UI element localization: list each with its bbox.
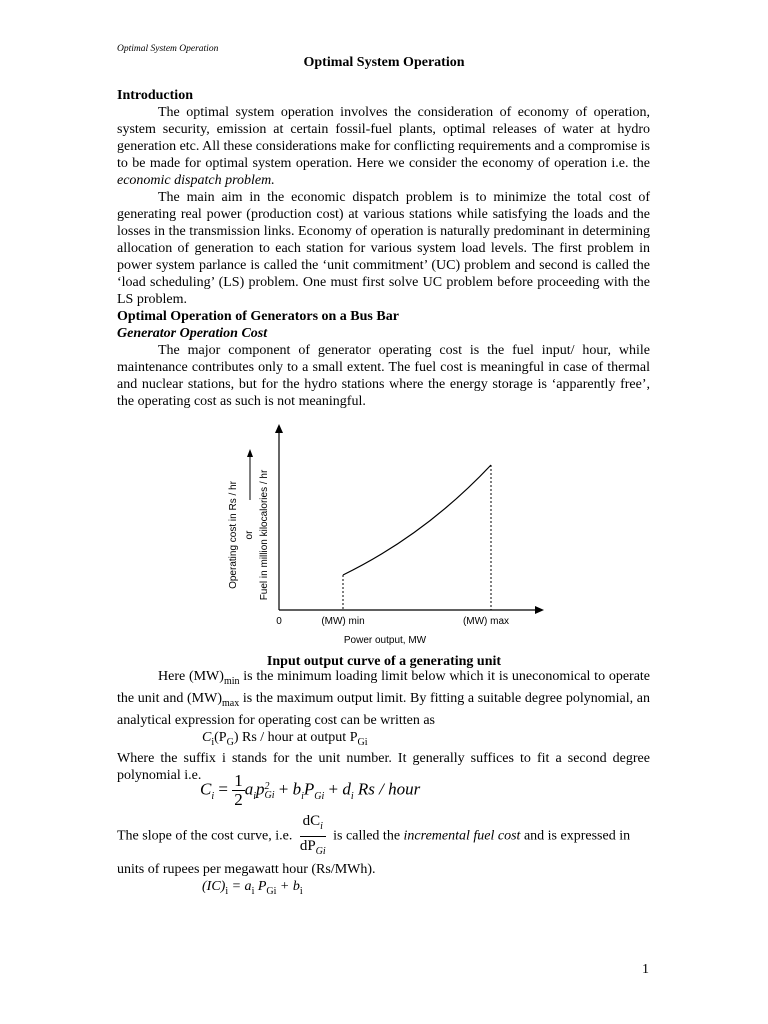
f1-post: ) Rs / hour at output P	[233, 729, 358, 745]
ic-d: + b	[276, 879, 300, 894]
tick-min: (MW) min	[321, 616, 365, 627]
io-curve-svg	[220, 420, 550, 660]
x-axis-arrow	[535, 606, 544, 614]
introduction-heading: Introduction	[117, 88, 193, 103]
lower-text	[117, 668, 650, 784]
cost-expression	[117, 729, 650, 751]
f1-sub-g: G	[226, 736, 234, 748]
page-number: 1	[642, 962, 649, 977]
eq-a-sub: i	[253, 790, 256, 802]
slope-den	[300, 837, 326, 861]
eq-pg-sub: Gi	[314, 790, 325, 802]
eq-lhs-sub: i	[211, 790, 215, 802]
slope-post: and is expressed in	[520, 828, 631, 844]
eq-d: d	[342, 779, 351, 799]
units-line: units of rupees per megawatt hour (Rs/MWh).	[117, 862, 376, 877]
tick-max: (MW) max	[462, 616, 510, 627]
eq-b-sub: i	[301, 790, 304, 802]
ic-sub: i	[225, 885, 229, 897]
ic-c: P	[254, 879, 267, 894]
x-axis-label: Power output, MW	[343, 635, 427, 646]
limits-text-c: is the maximum output limit. By fitting a suitable degree polynomial, an analytical expression for operating cost can be written as	[117, 690, 650, 728]
f1-c: C	[202, 729, 212, 745]
io-curve-figure	[220, 420, 550, 660]
eq-p-sup: 2	[264, 780, 270, 792]
page-title: Optimal System Operation	[303, 55, 465, 70]
intro-paragraph-1	[117, 104, 650, 189]
eq-a: a	[244, 779, 254, 799]
eq-lhs: C	[200, 779, 212, 799]
intro-p1-emphasis: economic dispatch problem.	[117, 173, 275, 188]
intro-paragraph-2: The main aim in the economic dispatch problem is to minimize the total cost of generating real power (production cost) at various stations while satisfying the loads and the losses in the transmission links. Economy of operation is naturally predominant in determining allocation of generation to each station for various system load levels. The first problem in power system parlance is called the ‘unit commitment’ (UC) problem and second is called the ‘load scheduling’ (LS) problem. One must first solve UC problem before proceeding with the LS problem.	[117, 190, 650, 307]
f1-mid: (P	[214, 729, 227, 745]
limits-text-b: is the minimum loading limit below which it is uneconomical to operate the unit and (MW)	[117, 669, 651, 706]
body-text	[117, 87, 650, 410]
eq-p: p	[256, 779, 265, 799]
eq-num: 1	[234, 771, 243, 790]
cost-curve	[343, 465, 491, 575]
slope-mid: is called the	[329, 828, 404, 844]
generator-cost-paragraph: The major component of generator operating cost is the fuel input/ hour, while maintenance contributes only to a small extent. The fuel cost is meaningful in case of thermal and nuclear stations, but for the hydro stations where the energy storage is ‘apparently free’, the operating cost as such is not meaningful.	[117, 343, 650, 409]
ic-a: (IC)	[202, 879, 226, 894]
eq-units: Rs / hour	[353, 779, 421, 799]
bus-bar-heading: Optimal Operation of Generators on a Bus Bar	[117, 309, 399, 324]
y-label-arrow-head	[247, 449, 253, 457]
y-axis-arrow	[275, 424, 283, 433]
eq-b: b	[292, 779, 302, 799]
slope-den-text: dP	[299, 838, 316, 854]
slope-num	[300, 812, 326, 837]
limits-text-a: Here (MW)	[158, 669, 224, 684]
slope-den-sub: Gi	[315, 846, 326, 857]
cost-equation	[200, 772, 420, 809]
limits-paragraph	[117, 668, 650, 729]
eq-equals: =	[214, 779, 233, 799]
limits-sub-min: min	[223, 675, 240, 687]
slope-line	[117, 812, 650, 861]
y-label-2: Fuel in million kilocalories / hr	[259, 469, 270, 601]
eq-half-fraction	[232, 772, 245, 809]
tick-zero: 0	[276, 616, 282, 627]
ic-b: = a	[228, 879, 252, 894]
slope-emphasis: incremental fuel cost	[403, 828, 521, 844]
figure-caption: Input output curve of a generating unit	[266, 654, 502, 669]
f1-sub-gi: Gi	[357, 736, 368, 748]
eq-plus-2: +	[324, 779, 343, 799]
slope-num-text: dC	[302, 813, 321, 829]
ic-d-sub: i	[299, 885, 303, 897]
eq-den: 2	[234, 790, 243, 809]
slope-pre: The slope of the cost curve, i.e.	[117, 828, 293, 844]
ic-b-sub: i	[251, 885, 255, 897]
slope-fraction	[300, 812, 326, 861]
ic-c-sub: Gi	[266, 885, 277, 897]
limits-sub-max: max	[222, 697, 240, 709]
eq-plus-1: +	[274, 779, 293, 799]
y-label-1: Operating cost in Rs / hr	[228, 481, 239, 589]
intro-p1-text: The optimal system operation involves the consideration of economy of operation, system security, emission at certain fossil-fuel plants, optimal releases of water at hydro generation etc. All these considerations make for conflicting requirements and a compromise is to be made for optimal system operation. Here we consider the economy of operation i.e. the	[117, 105, 650, 171]
slope-num-sub: i	[320, 821, 323, 832]
eq-p-sub: Gi	[264, 789, 275, 801]
running-header: Optimal System Operation	[117, 44, 219, 54]
f1-sub-i: i	[211, 736, 215, 748]
y-label-or: or	[244, 530, 255, 540]
generator-cost-heading: Generator Operation Cost	[117, 326, 268, 341]
incremental-cost-equation	[202, 879, 303, 897]
suffix-paragraph: Where the suffix i stands for the unit number. It generally suffices to fit a second degree polynomial i.e.	[117, 751, 650, 784]
eq-d-sub: i	[350, 790, 354, 802]
eq-pg: P	[303, 779, 315, 799]
